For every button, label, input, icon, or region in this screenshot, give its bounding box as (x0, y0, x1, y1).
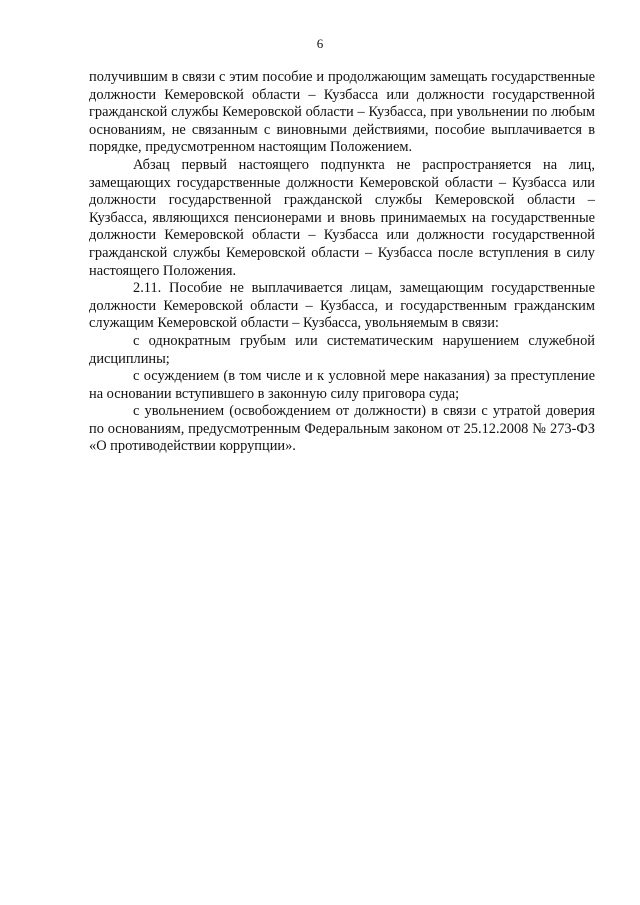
paragraph-2-11: 2.11. Пособие не выплачивается лицам, замещающим государственные должности Кемеровской области – Кузбасса, и государственным гражданским служащим Кемеровской области – Кузбасса, увольняемым в связи: (89, 280, 595, 332)
paragraph-continuation: получившим в связи с этим пособие и продолжающим замещать государственные должности Кемеровской области – Кузбасса или должности государственной гражданской службы Кемеровской области – Кузбасса, при увольнении по любым основаниям, не связанным с виновными действиями, пособие выплачивается в порядке, предусмотренном настоящим Положением. (89, 69, 595, 156)
page-number: 6 (316, 36, 324, 51)
list-item-loss-of-trust: с увольнением (освобождением от должности) в связи с утратой доверия по основаниям, предусмотренным Федеральным законом от 25.12.2008 № 273-ФЗ «О противодействии коррупции». (89, 403, 595, 455)
document-body (89, 69, 595, 456)
list-item-discipline: с однократным грубым или систематическим нарушением служебной дисциплины; (89, 332, 595, 367)
paragraph-exception: Абзац первый настоящего подпункта не распространяется на лиц, замещающих государственные должности Кемеровской области – Кузбасса или должности государственной гражданской службы Кемеровской области – Кузбасса, являющихся пенсионерами и вновь принимаемых на государственные должности Кемеровской области – Кузбасса или должности государственной гражданской службы Кемеровской области – Кузбасса после вступления в силу настоящего Положения. (89, 156, 595, 279)
list-item-conviction: с осуждением (в том числе и к условной мере наказания) за преступление на основании вступившего в законную силу приговора суда; (89, 368, 595, 402)
